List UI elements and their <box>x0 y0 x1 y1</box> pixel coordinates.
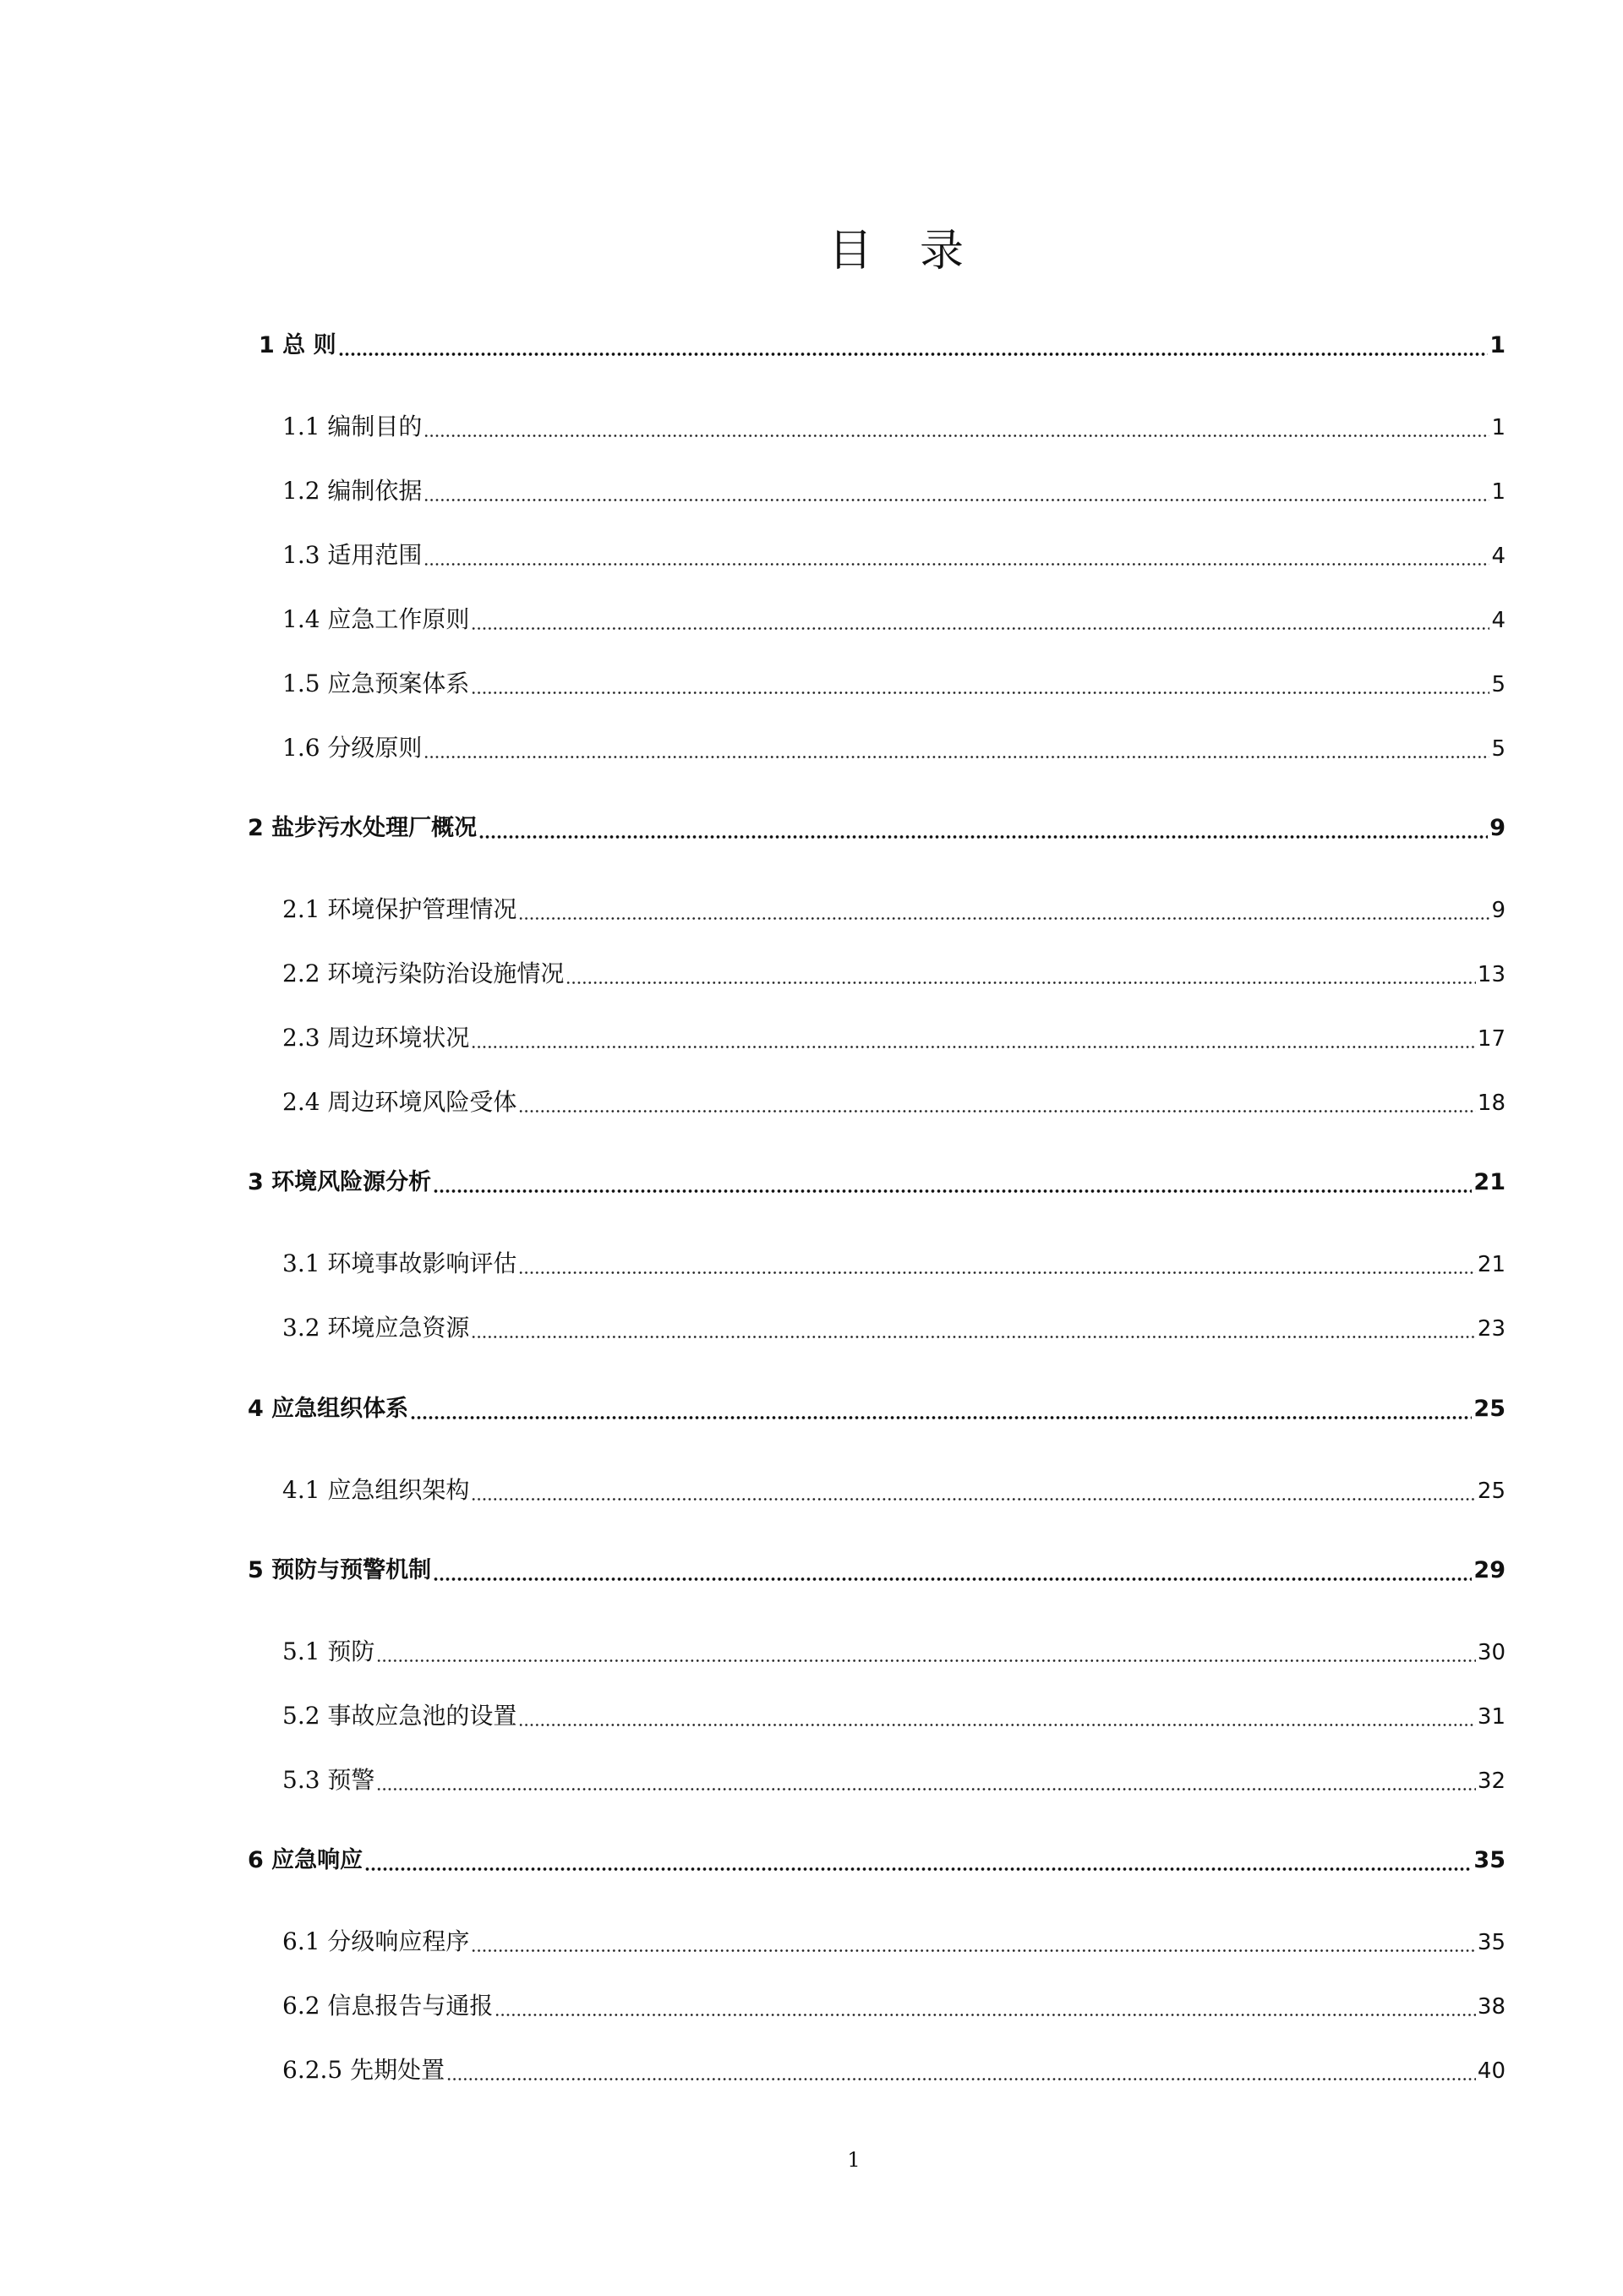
toc-page-number: 29 <box>1473 1557 1506 1583</box>
toc-page-number: 17 <box>1477 1026 1506 1052</box>
toc-dot-leader <box>424 477 1489 502</box>
toc-entry-text: 2 盐步污水处理厂概况 <box>248 815 478 841</box>
toc-entry-text: 1 总 则 <box>259 332 336 358</box>
toc-entry-section[interactable] <box>282 1084 1506 1121</box>
toc-page-number: 32 <box>1477 1768 1506 1794</box>
toc-page-number: 31 <box>1477 1704 1506 1730</box>
toc-entry-text: 1.3 适用范围 <box>282 541 423 569</box>
toc-entry-text: 1.2 编制依据 <box>282 477 423 505</box>
toc-entry-text: 1.4 应急工作原则 <box>282 605 470 633</box>
toc-entry-section[interactable] <box>282 1633 1506 1670</box>
toc-page-number: 9 <box>1491 898 1506 923</box>
toc-page-number: 35 <box>1477 1930 1506 1955</box>
toc-page-number: 35 <box>1473 1847 1506 1873</box>
toc-entry-text: 5 预防与预警机制 <box>248 1557 432 1583</box>
toc-title-left: 目 <box>828 226 872 276</box>
toc-dot-leader <box>471 1024 1475 1049</box>
toc-entry-chapter[interactable] <box>259 327 1506 364</box>
toc-dot-leader <box>471 1314 1475 1339</box>
toc-entry-text: 3.2 环境应急资源 <box>282 1314 470 1342</box>
page-number-footer: 1 <box>847 2148 861 2172</box>
toc-page-number: 5 <box>1491 736 1506 762</box>
toc-entry-section[interactable] <box>282 1762 1506 1799</box>
toc-entry-chapter[interactable] <box>248 1391 1506 1428</box>
toc-page-number: 25 <box>1477 1479 1506 1504</box>
toc-entry-section[interactable] <box>282 537 1506 574</box>
toc-dot-leader <box>566 959 1475 985</box>
toc-dot-leader <box>471 605 1489 631</box>
toc-page-number: 18 <box>1477 1091 1506 1116</box>
toc-entry-text: 6 应急响应 <box>248 1847 363 1873</box>
toc-entry-chapter[interactable] <box>248 1164 1506 1201</box>
toc-dot-leader <box>446 2056 1476 2081</box>
toc-entry-text: 5.3 预警 <box>282 1766 375 1794</box>
toc-entry-section[interactable] <box>282 1245 1506 1282</box>
toc-entry-text: 2.3 周边环境状况 <box>282 1024 470 1052</box>
toc-dot-leader <box>471 1927 1475 1953</box>
toc-dot-leader <box>433 1556 1472 1582</box>
toc-dot-leader <box>376 1766 1475 1791</box>
toc-page-number: 23 <box>1477 1316 1506 1342</box>
toc-entry-text: 2.1 环境保护管理情况 <box>282 895 517 923</box>
toc-entry-text: 3 环境风险源分析 <box>248 1169 432 1195</box>
toc-entry-section[interactable] <box>282 601 1506 638</box>
toc-dot-leader <box>424 413 1489 438</box>
toc-page-number: 13 <box>1477 962 1506 987</box>
toc-dot-leader <box>518 895 1489 921</box>
toc-entry-section[interactable] <box>282 730 1506 767</box>
toc-dot-leader <box>376 1637 1475 1663</box>
toc-page-number: 1 <box>1489 332 1506 358</box>
toc-entry-section[interactable] <box>282 1472 1506 1509</box>
toc-page-number: 9 <box>1489 815 1506 841</box>
toc-dot-leader <box>518 1702 1475 1727</box>
toc-entry-text: 5.2 事故应急池的设置 <box>282 1702 517 1730</box>
toc-page-number: 21 <box>1477 1252 1506 1277</box>
toc-entry-section[interactable] <box>282 1697 1506 1735</box>
toc-entry-text: 1.1 编制目的 <box>282 413 423 440</box>
toc-dot-leader <box>478 814 1488 839</box>
toc-entry-section[interactable] <box>282 1020 1506 1057</box>
toc-dot-leader <box>424 734 1489 759</box>
toc-entry-text: 6.1 分级响应程序 <box>282 1927 470 1955</box>
toc-entry-chapter[interactable] <box>248 1842 1506 1879</box>
toc-dot-leader <box>433 1168 1472 1194</box>
toc-dot-leader <box>364 1846 1472 1872</box>
toc-entry-section[interactable] <box>282 473 1506 510</box>
toc-entry-text: 2.4 周边环境风险受体 <box>282 1088 517 1116</box>
toc-entry-text: 6.2.5 先期处置 <box>282 2056 445 2084</box>
toc-entry-chapter[interactable] <box>248 1552 1506 1589</box>
toc-page-number: 4 <box>1491 544 1506 569</box>
toc-entry-chapter[interactable] <box>248 810 1506 847</box>
toc-entry-text: 3.1 环境事故影响评估 <box>282 1249 517 1277</box>
toc-page-number: 30 <box>1477 1640 1506 1665</box>
toc-entry-text: 2.2 环境污染防治设施情况 <box>282 959 565 987</box>
toc-entry-text: 1.6 分级原则 <box>282 734 423 762</box>
toc-entry-text: 4 应急组织体系 <box>248 1396 409 1422</box>
toc-dot-leader <box>410 1395 1472 1420</box>
toc-entry-section[interactable] <box>282 408 1506 446</box>
toc-page-number: 38 <box>1477 1994 1506 2020</box>
toc-entry-section[interactable] <box>282 891 1506 928</box>
toc-page-number: 4 <box>1491 608 1506 633</box>
toc-dot-leader <box>471 670 1489 695</box>
toc-entry-section[interactable] <box>282 955 1506 992</box>
toc-entry-section[interactable] <box>282 1923 1506 1960</box>
toc-page-number: 1 <box>1491 415 1506 440</box>
toc-entry-section[interactable] <box>282 665 1506 702</box>
toc-page-number: 21 <box>1473 1169 1506 1195</box>
toc-page-number: 25 <box>1473 1396 1506 1422</box>
toc-page-number: 40 <box>1477 2058 1506 2084</box>
toc-dot-leader <box>495 1992 1475 2017</box>
toc-entry-section[interactable] <box>282 1309 1506 1347</box>
toc-dot-leader <box>424 541 1489 566</box>
toc-entry-section[interactable] <box>282 1987 1506 2025</box>
toc-dot-leader <box>518 1088 1475 1113</box>
toc-entry-text: 5.1 预防 <box>282 1637 375 1665</box>
toc-entry-text: 6.2 信息报告与通报 <box>282 1992 494 2020</box>
toc-entry-section[interactable] <box>282 2052 1506 2089</box>
toc-dot-leader <box>338 331 1489 357</box>
toc-entry-text: 4.1 应急组织架构 <box>282 1476 470 1504</box>
toc-page-number: 5 <box>1491 672 1506 697</box>
toc-page-number: 1 <box>1491 479 1506 505</box>
toc-dot-leader <box>471 1476 1475 1501</box>
toc-entry-text: 1.5 应急预案体系 <box>282 670 470 697</box>
toc-title-right: 录 <box>920 226 965 276</box>
toc-dot-leader <box>518 1249 1475 1275</box>
